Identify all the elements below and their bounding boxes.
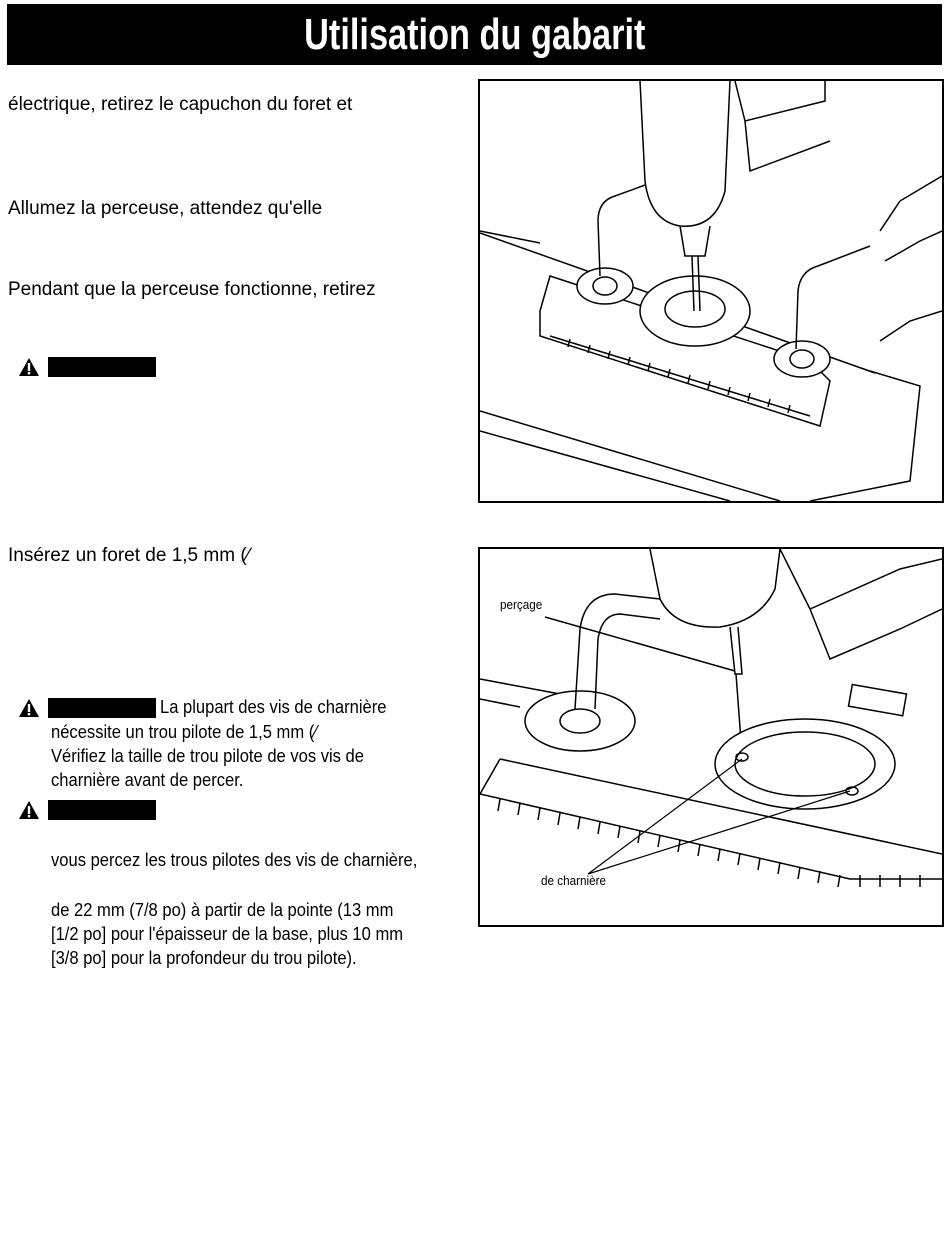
pilot-hole-illustration bbox=[480, 549, 942, 925]
caution-text: [1/2 po] pour l'épaisseur de la base, plus 10 mm bbox=[51, 924, 404, 944]
instruction-line: électrique, retirez le capuchon du foret et bbox=[8, 94, 353, 115]
caution-text: nécessite un trou pilote de 1,5 mm (⁄ bbox=[51, 722, 318, 742]
caution-text: Vérifiez la taille de trou pilote de vos vis de bbox=[51, 746, 364, 766]
warning-label-box bbox=[48, 357, 156, 377]
instruction-line: Pendant que la perceuse fonctionne, retirez bbox=[8, 279, 376, 300]
warning-triangle-icon bbox=[18, 357, 40, 377]
caution-label-box bbox=[48, 698, 156, 718]
figure-drill-jig bbox=[478, 79, 944, 503]
figure-pilot-hole bbox=[478, 547, 944, 927]
figure-label-drilling: perçage bbox=[500, 597, 543, 612]
caution-text: La plupart des vis de charnière bbox=[160, 697, 387, 717]
caution-row bbox=[18, 697, 406, 718]
caution-row bbox=[18, 800, 156, 820]
instruction-line: Insérez un foret de 1,5 mm (⁄ bbox=[8, 545, 250, 566]
caution-text: charnière avant de percer. bbox=[51, 770, 244, 790]
page-title-bar bbox=[7, 4, 942, 65]
page-title: Utilisation du gabarit bbox=[303, 9, 646, 59]
caution-text: [3/8 po] pour la profondeur du trou pilote). bbox=[51, 948, 357, 968]
instruction-line: Allumez la perceuse, attendez qu'elle bbox=[8, 198, 323, 219]
figure-label-hinge: de charnière bbox=[541, 873, 607, 888]
caution-text: de 22 mm (7/8 po) à partir de la pointe (13 mm bbox=[51, 900, 394, 920]
caution-label-box bbox=[48, 800, 156, 820]
warning-row bbox=[18, 357, 156, 377]
caution-text: vous percez les trous pilotes des vis de charnière, bbox=[51, 850, 418, 870]
warning-triangle-icon bbox=[18, 800, 40, 820]
warning-triangle-icon bbox=[18, 698, 40, 718]
drill-jig-illustration bbox=[480, 81, 942, 501]
